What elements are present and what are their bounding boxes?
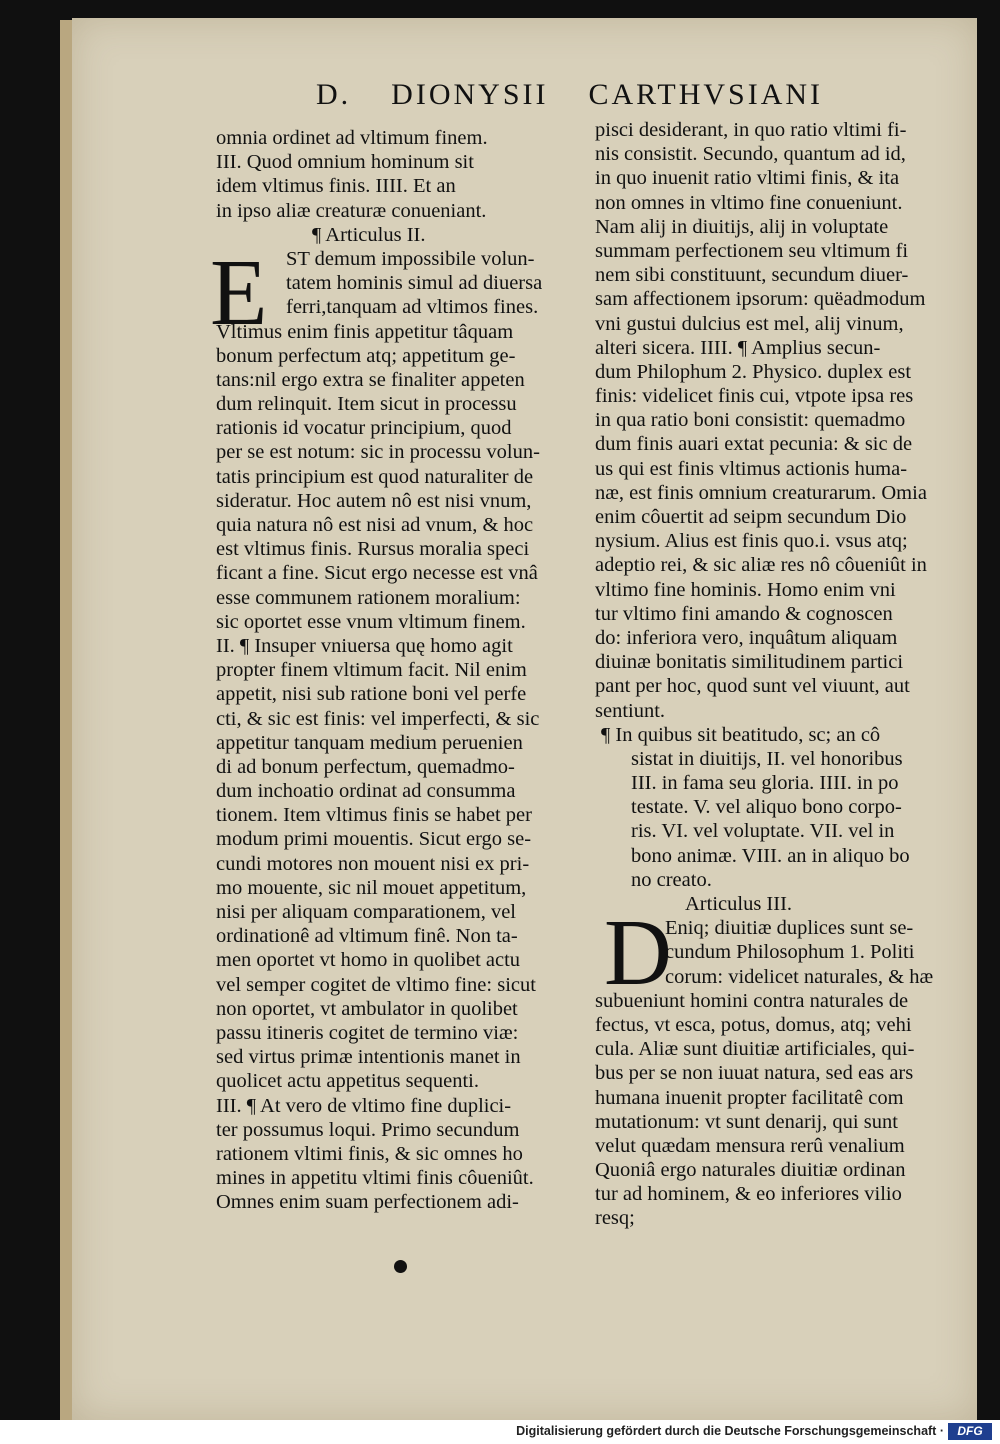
text-line: diuinæ bonitatis similitudinem partici	[595, 651, 904, 674]
right-column	[595, 118, 975, 1231]
text-line: per se est notum: sic in processu volun-	[216, 441, 540, 464]
text-line: non omnes in vltimo fine conueniunt.	[595, 191, 903, 214]
footer-bar	[0, 1420, 1000, 1444]
text-line: ficant a fine. Sicut ergo necesse est vnâ	[216, 562, 538, 585]
text-line: appetit, nisi sub ratione boni vel perfe	[216, 683, 527, 706]
dropcap-left: E	[210, 241, 268, 345]
header-part: CARTHVSIANI	[588, 78, 824, 111]
text-line: appetitur tanquam medium peruenien	[216, 731, 523, 754]
text-line: Eniq; diuitiæ duplices sunt se-	[665, 917, 914, 940]
text-line: sed virtus primæ intentionis manet in	[216, 1046, 521, 1069]
text-line: resq;	[595, 1207, 635, 1230]
text-line: velut quædam mensura rerû venalium	[595, 1134, 905, 1157]
text-line: est vltimus finis. Rursus moralia speci	[216, 538, 530, 561]
text-line: humana inuenit propter facilitatê com	[595, 1086, 904, 1109]
text-line: do: inferiora vero, inquâtum aliquam	[595, 626, 898, 649]
text-line: us qui est finis vltimus actionis huma-	[595, 457, 908, 480]
text-line: testate. V. vel aliquo bono corpo-	[631, 796, 902, 819]
text-line: quolicet actu appetitus sequenti.	[216, 1070, 480, 1093]
text-line: finis: videlicet finis cui, vtpote ipsa res	[595, 385, 914, 408]
text-line: corum: videlicet naturales, & hæ	[665, 965, 934, 988]
text-line: men oportet vt homo in quolibet actu	[216, 949, 521, 972]
text-line: Quoniâ ergo naturales diuitiæ ordinan	[595, 1159, 906, 1182]
text-line: dum inchoatio ordinat ad consumma	[216, 780, 516, 803]
text-line: in qua ratio boni consistit: quemadmo	[595, 409, 906, 432]
text-line: Omnes enim suam perfectionem adi-	[216, 1191, 519, 1214]
text-line: næ, est finis omnium creaturarum. Omia	[595, 481, 927, 504]
text-line: ¶ Articulus II.	[312, 223, 426, 246]
text-line: cti, & sic est finis: vel imperfecti, & sic	[216, 707, 540, 730]
text-line: non oportet, vt ambulator in quolibet	[216, 997, 518, 1020]
text-line: omnia ordinet ad vltimum finem.	[216, 127, 488, 149]
text-line: ¶ In quibus sit beatitudo, sc; an cô	[601, 723, 881, 746]
text-line: quia natura nô est nisi ad vnum, & hoc	[216, 514, 534, 536]
text-line: dum finis auari extat pecunia: & sic de	[595, 433, 913, 456]
text-line: bus per se non iuuat natura, sed eas ars	[595, 1062, 914, 1085]
left-column	[216, 126, 596, 1214]
text-line: fectus, vt esca, potus, domus, atq; vehi	[595, 1013, 912, 1036]
running-header	[316, 78, 863, 112]
text-line: di ad bonum perfectum, quemadmo-	[216, 755, 515, 778]
text-line: tans:nil ergo extra se finaliter appeten	[216, 368, 525, 391]
text-line: mines in appetitu vltimi finis côueniût.	[216, 1167, 534, 1190]
text-line: sideratur. Hoc autem nô est nisi vnum,	[216, 489, 532, 512]
text-line: vltimo fine hominis. Homo enim vni	[595, 578, 896, 601]
text-line: enim côuertit ad seipm secundum Dio	[595, 506, 907, 528]
text-line: nysium. Alius est finis quo.i. vsus atq;	[595, 530, 908, 553]
text-line: tionem. Item vltimus finis se habet per	[216, 804, 532, 827]
text-line: rationis id vocatur principium, quod	[216, 417, 512, 440]
text-line: pisci desiderant, in quo ratio vltimi fi-	[595, 119, 907, 141]
text-line: cundum Philosophum 1. Politi	[665, 941, 915, 964]
text-line: sistat in diuitijs, II. vel honoribus	[631, 747, 903, 770]
text-line: Articulus III.	[685, 893, 793, 915]
text-line: vni gustui dulcius est mel, alij vinum,	[595, 312, 904, 335]
text-line: cula. Aliæ sunt diuitiæ artificiales, qui-	[595, 1038, 915, 1061]
text-line: idem vltimus finis. IIII. Et an	[216, 175, 456, 198]
dropcap-right: D	[604, 901, 672, 1005]
text-line: tur ad hominem, & eo inferiores vilio	[595, 1183, 902, 1206]
text-line: pant per hoc, quod sunt vel viuunt, aut	[595, 675, 910, 698]
text-line: nisi per aliquam comparationem, vel	[216, 901, 517, 923]
text-line: in quo inuenit ratio vltimi finis, & ita	[595, 167, 900, 190]
text-line: sentiunt.	[595, 699, 666, 722]
text-line: ris. VI. vel voluptate. VII. vel in	[631, 820, 895, 843]
header-part: DIONYSII	[391, 78, 549, 111]
text-line: dum relinquit. Item sicut in processu	[216, 393, 517, 416]
text-line: no creato.	[631, 868, 712, 891]
text-line: mutationum: vt sunt denarij, qui sunt	[595, 1110, 898, 1133]
text-line: nem sibi constituunt, secundum diuer-	[595, 264, 909, 287]
text-line: sam affectionem ipsorum: quëadmodum	[595, 288, 926, 311]
text-line: propter finem vltimum facit. Nil enim	[216, 659, 527, 682]
printer-mark	[394, 1260, 407, 1273]
text-line: adeptio rei, & sic aliæ res nô côueniût in	[595, 554, 927, 577]
text-line: in ipso aliæ creaturæ conueniant.	[216, 199, 487, 222]
dfg-logo: DFG	[948, 1423, 992, 1440]
text-line: ST demum impossibile volun-	[286, 247, 535, 270]
text-line: rationem vltimi finis, & sic omnes ho	[216, 1142, 523, 1165]
page-edge	[60, 20, 72, 1420]
text-line: alteri sicera. IIII. ¶ Amplius secun-	[595, 336, 881, 359]
text-line: cundi motores non mouent nisi ex pri-	[216, 852, 530, 875]
text-line: ferri,tanquam ad vltimos fines.	[286, 296, 539, 319]
text-line: III. in fama seu gloria. IIII. in po	[631, 772, 899, 795]
text-line: ordinationê ad vltimum finê. Non ta-	[216, 925, 518, 948]
text-line: passu itineris cogitet de termino viæ:	[216, 1021, 519, 1044]
text-line: sic oportet esse vnum vltimum finem.	[216, 610, 526, 633]
text-line: ter possumus loqui. Primo secundum	[216, 1118, 520, 1141]
text-line: bonum perfectum atq; appetitum ge-	[216, 344, 516, 367]
text-line: tatem hominis simul ad diuersa	[286, 272, 543, 295]
text-line: dum Philophum 2. Physico. duplex est	[595, 360, 912, 383]
text-line: tur vltimo fini amando & cognoscen	[595, 602, 893, 625]
text-line: Vltimus enim finis appetitur tâquam	[216, 320, 514, 343]
text-line: subueniunt homini contra naturales de	[595, 989, 909, 1012]
text-line: III. Quod omnium hominum sit	[216, 151, 474, 174]
text-line: bono animæ. VIII. an in aliquo bo	[631, 844, 910, 867]
footer-credit: Digitalisierung gefördert durch die Deutsche Forschungsgemeinschaft ·	[516, 1424, 944, 1438]
text-line: mo mouente, sic nil mouet appetitum,	[216, 876, 527, 899]
text-line: nis consistit. Secundo, quantum ad id,	[595, 143, 906, 166]
text-line: III. ¶ At vero de vltimo fine duplici-	[216, 1094, 512, 1117]
text-line: vel semper cogitet de vltimo fine: sicut	[216, 973, 536, 996]
text-line: modum primi mouentis. Sicut ergo se-	[216, 828, 532, 851]
header-part: D.	[316, 78, 352, 111]
text-line: Nam alij in diuitijs, alij in voluptate	[595, 215, 889, 238]
text-line: esse communem rationem moralium:	[216, 586, 521, 609]
text-line: tatis principium est quod naturaliter de	[216, 465, 534, 488]
text-line: summam perfectionem seu vltimum fi	[595, 239, 909, 262]
text-line: II. ¶ Insuper vniuersa quę homo agit	[216, 634, 513, 657]
